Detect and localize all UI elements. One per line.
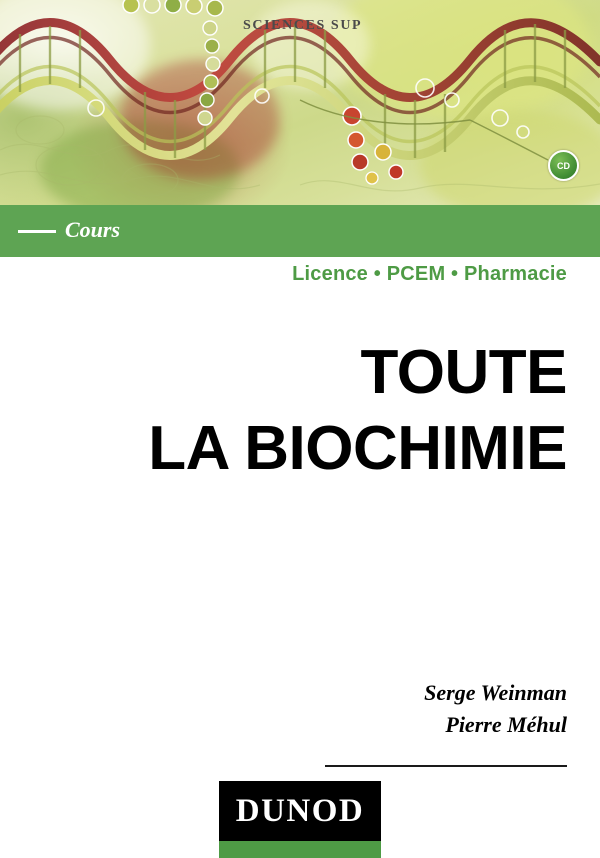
- book-title: [37, 335, 567, 486]
- cd-rom-badge-icon: CD: [548, 150, 579, 181]
- cover-artwork-dna-illustration: [0, 0, 600, 205]
- collection-label: SCIENCES SUP: [243, 18, 363, 33]
- cover-body: [0, 257, 600, 858]
- publisher-logo: [219, 781, 381, 858]
- title-line-2: LA BIOCHIMIE: [148, 413, 567, 483]
- author-name: Serge Weinman: [424, 680, 567, 705]
- audience-line: Licence • PCEM • Pharmacie: [292, 263, 567, 285]
- band-rule-divider: [18, 230, 56, 233]
- series-band: [0, 205, 600, 257]
- author-name: Pierre Méhul: [445, 711, 567, 737]
- publisher-logo-accent-bar: [219, 841, 381, 858]
- author-rule-divider: [325, 765, 567, 767]
- author-list: [147, 677, 567, 741]
- publisher-name: DUNOD: [235, 792, 365, 829]
- title-line-1: TOUTE: [360, 338, 567, 407]
- band-label: Cours: [65, 217, 121, 242]
